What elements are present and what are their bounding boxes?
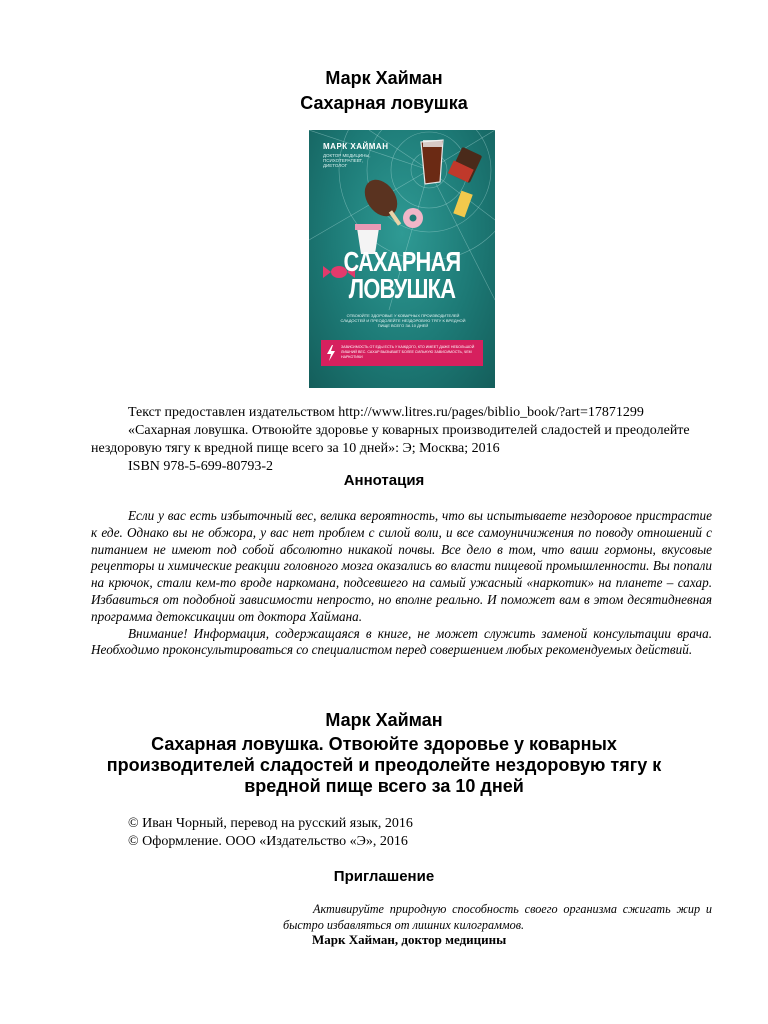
chocolate-icon [448, 147, 482, 183]
header-author: Марк Хайман [325, 68, 443, 88]
cover-author-subtitle: ДОКТОР МЕДИЦИНЫ, ПСИХОТЕРАПЕВТ, ДИЕТОЛОГ [323, 153, 371, 168]
annotation-body [91, 508, 712, 659]
donut-icon [403, 208, 423, 228]
source-info [91, 404, 711, 476]
book-cover [309, 130, 495, 388]
book-full-title: Сахарная ловушка. Отвоюйте здоровье у коварных производителей сладостей и преодолейте нездоровую тягу к вредной пище всего за 10 дней [106, 734, 662, 796]
cover-tagline: ОТВОЮЙТЕ ЗДОРОВЬЕ У КОВАРНЫХ ПРОИЗВОДИТЕЛЕЙ СЛАДОСТЕЙ И ПРЕОДОЛЕЙТЕ НЕЗДОРОВУЮ ТЯГУ К ВРЕДНОЙ ПИЩЕ ВСЕГО ЗА 10 ДНЕЙ [340, 313, 466, 328]
header-title: Сахарная ловушка [300, 93, 468, 113]
cover-banner [321, 340, 483, 366]
cola-glass-icon [421, 140, 443, 184]
invitation-heading: Приглашение [333, 868, 435, 885]
book-author: Марк Хайман [325, 710, 443, 730]
source-isbn: ISBN 978-5-699-80793-2 [128, 459, 274, 474]
epigraph [283, 902, 712, 933]
annotation-heading: Аннотация [343, 472, 425, 489]
copyright-design: © Оформление. ООО «Издательство «Э», 2016 [128, 834, 408, 849]
epigraph-text: Активируйте природную способность своего организма сжигать жир и быстро избавляться от лишних килограммов. [283, 902, 712, 932]
annotation-warning: Внимание! Информация, содержащаяся в книге, не может служить заменой консультации врача. Необходимо проконсультироваться со специалистом перед совершением любых рекомендуемых действий. [91, 625, 712, 658]
cover-title-line1: САХАРНАЯ [343, 246, 461, 277]
epigraph-author: Марк Хайман, доктор медицины [312, 932, 507, 947]
cover-title-line2: ЛОВУШКА [348, 273, 456, 304]
copyright-block [128, 815, 413, 851]
source-publisher: Текст предоставлен издательством http://www.litres.ru/pages/biblio_book/?art=17871299 [128, 405, 644, 420]
cover-banner-text: ЗАВИСИМОСТЬ ОТ ЕДЫ ЕСТЬ У КАЖДОГО, КТО ИМЕЕТ ДАЖЕ НЕБОЛЬШОЙ ЛИШНИЙ ВЕС. САХАР ВЫЗЫВАЕТ БОЛЕЕ СИЛЬНУЮ ЗАВИСИМОСТЬ, ЧЕМ НАРКОТИКИ [341, 345, 475, 359]
lightning-bolt-icon [326, 345, 336, 361]
ice-cream-icon [358, 174, 404, 226]
cover-author: МАРК ХАЙМАН [323, 142, 389, 151]
cover-title [329, 248, 474, 302]
copyright-translation: © Иван Чорный, перевод на русский язык, 2016 [128, 816, 413, 831]
candy-bar-icon [453, 191, 472, 218]
source-citation: «Сахарная ловушка. Отвоюйте здоровье у коварных производителей сладостей и преодолейте нездоровую тягу к вредной пище всего за 10 дней»: Э; Москва; 2016 [91, 423, 690, 456]
annotation-paragraph: Если у вас есть избыточный вес, велика вероятность, что вы испытываете нездоровое пристрастие к еде. Однако вы не обжора, у вас нет проблем с силой воли, и все самоуничижения по поводу отношений с питанием не имеют под собой абсолютно никакой почвы. Все дело в том, что ваши гормоны, вкусовые рецепторы и химические реакции головного мозга оказались во власти пищевой промышленности. Вы попали на крючок, стали кем-то вроде наркомана, подсевшего на самый ужасный «наркотик» на планете – сахар. Избавиться от подобной зависимости непросто, но вполне реально. И поможет вам в этом десятидневная программа детоксикации от доктора Хаймана. [91, 508, 712, 624]
